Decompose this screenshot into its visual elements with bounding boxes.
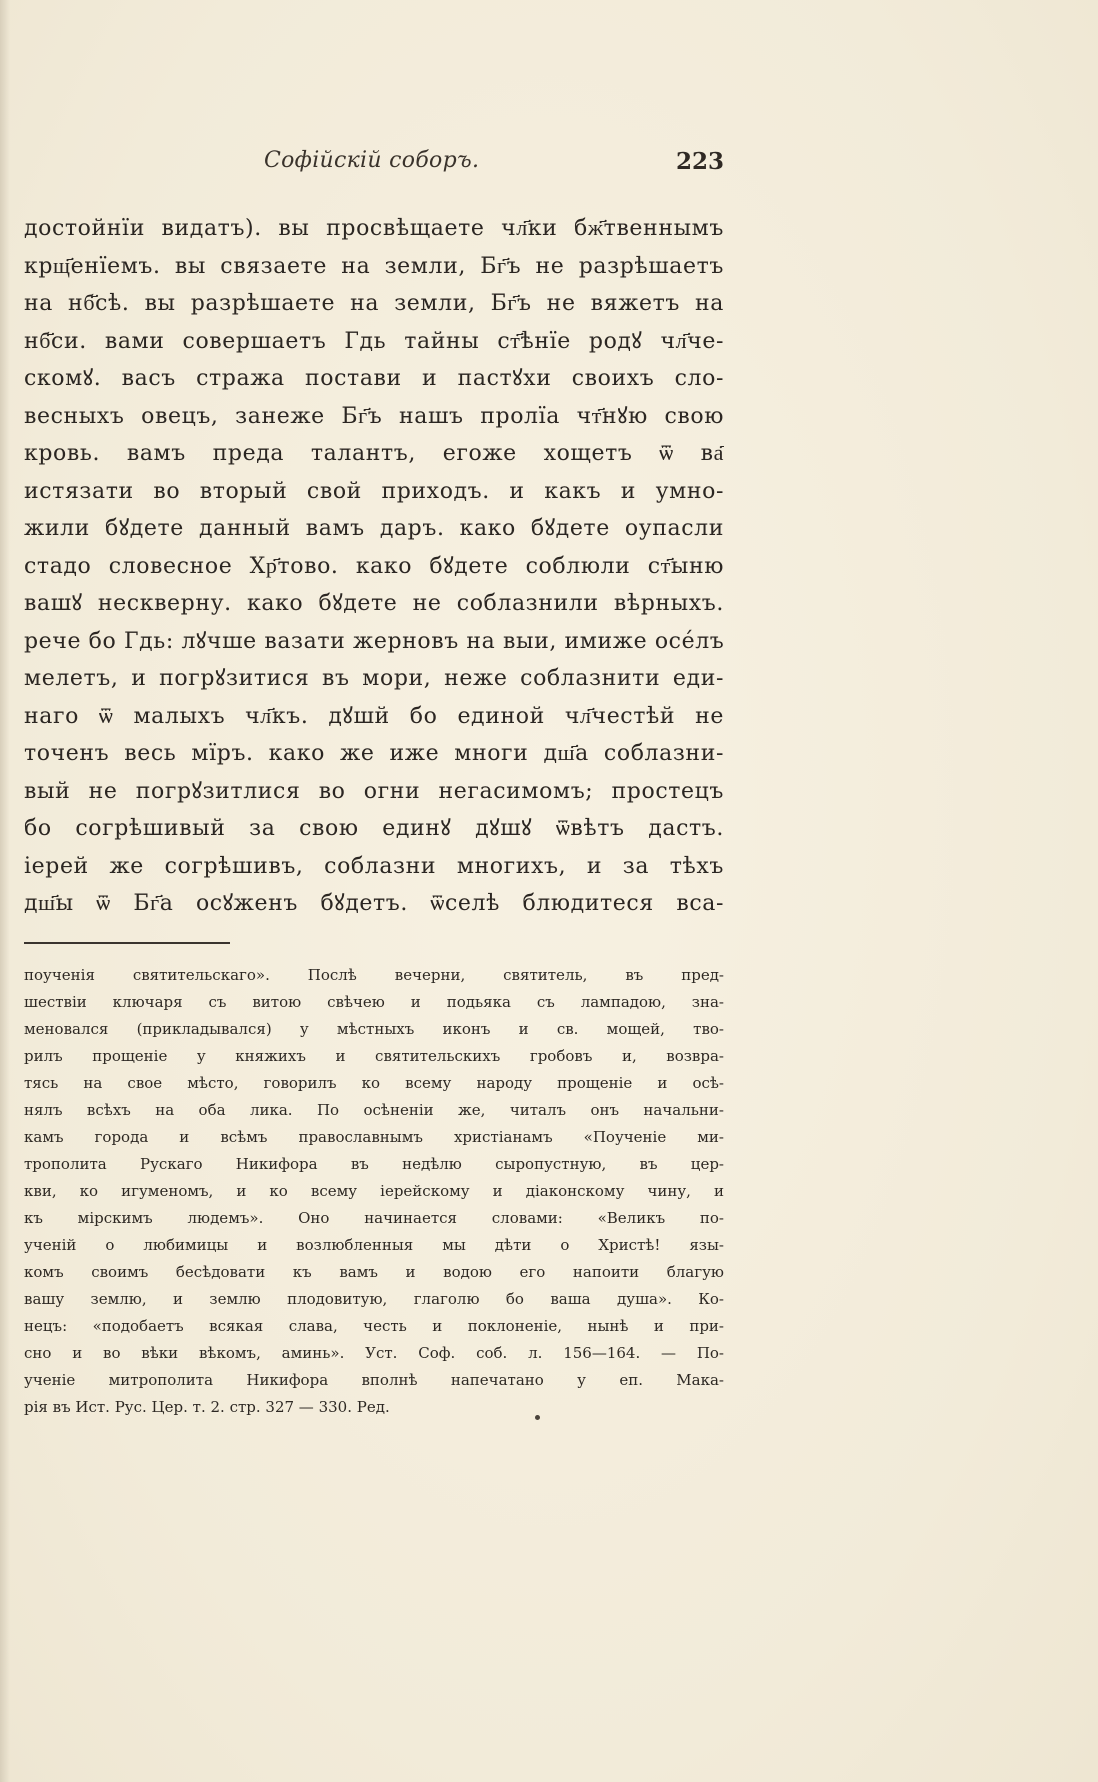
text-line: истязати во вторый свой приходъ. и какъ и умно- <box>24 478 724 504</box>
text-line: вашꙋ нескверну. како бꙋдете не соблазнили вѣрныхъ. <box>24 591 724 616</box>
text-line: весныхъ овецъ, занеже Бг҃ъ нашъ пролїа чт҃нꙋю свою <box>24 403 724 429</box>
footnote-line: рія въ Ист. Рус. Цер. т. 2. стр. 327 — 330. Ред. <box>24 1398 390 1416</box>
page-edge-shadow <box>0 0 10 1782</box>
footnote-line: нецъ: «подобаетъ всякая слава, честь и поклоненіе, нынѣ и при- <box>24 1317 724 1335</box>
text-line: нб҃си. вами совершаетъ Гдь тайны ст҃ѣнїе родꙋ чл҃че- <box>24 328 724 354</box>
text-line: стадо словесное Хр҃тово. како бꙋдете соблюли ст҃ыню <box>24 553 724 579</box>
main-text-block <box>24 210 724 923</box>
text-line: наго ѿ малыхъ чл҃къ. дꙋшй бо единой чл҃честѣй не <box>24 703 724 729</box>
footnote-line: ученій о любимицы и возлюбленныя мы дѣти о Христѣ! язы- <box>24 1236 724 1254</box>
footnote-line: тясь на свое мѣсто, говорилъ ко всему народу прощеніе и осѣ- <box>24 1074 724 1092</box>
text-line: кровь. вамъ преда талантъ, егоже хощетъ ѿ ва҃ <box>24 441 724 466</box>
footnote-divider <box>24 942 230 944</box>
footnote-line: рилъ прощеніе у княжихъ и святительскихъ гробовъ и, возвра- <box>24 1047 724 1065</box>
text-line: крщ҃енїемъ. вы связаете на земли, Бг҃ъ не разрѣшаетъ <box>24 253 724 279</box>
text-line: на нб҃сѣ. вы разрѣшаете на земли, Бг҃ъ не вяжетъ на <box>24 291 724 316</box>
text-line: точенъ весь мїръ. како же иже многи дш҃а соблазни- <box>24 741 724 766</box>
footnote-line: трополита Рускаго Никифора въ недѣлю сыропустную, въ цер- <box>24 1155 724 1173</box>
text-line: достойнїи видатъ). вы просвѣщаете чл҃ки бж҃твеннымъ <box>24 216 724 241</box>
text-line: мелетъ, и погрꙋзитися въ мори, неже соблазнити еди- <box>24 666 724 691</box>
footnote-line: меновался (прикладывался) у мѣстныхъ иконъ и св. мощей, тво- <box>24 1020 724 1038</box>
page-header <box>24 148 724 182</box>
text-line: іерей же согрѣшивъ, соблазни многихъ, и за тѣхъ <box>24 853 724 879</box>
footnote-line: камъ города и всѣмъ православнымъ христіанамъ «Поученіе ми- <box>24 1128 724 1146</box>
footnote-line: поученія святительскаго». Послѣ вечерни, святитель, въ пред- <box>24 966 724 984</box>
text-line: бо согрѣшивый за свою единꙋ дꙋшꙋ ѿвѣтъ дастъ. <box>24 816 724 841</box>
footnote-line: сно и во вѣки вѣкомъ, аминь». Уст. Соф. соб. л. 156—164. — По- <box>24 1344 724 1362</box>
text-line: жили бꙋдете данный вамъ даръ. како бꙋдете оупасли <box>24 516 724 541</box>
text-line: дш҃ы ѿ Бг҃а осꙋженъ бꙋдетъ. ѿселѣ блюдитеся вса- <box>24 891 724 916</box>
printer-mark <box>535 1415 540 1420</box>
footnote-line: ученіе митрополита Никифора вполнѣ напечатано у еп. Мака- <box>24 1371 724 1389</box>
page-number: 223 <box>675 148 724 175</box>
footnote-line: кви, ко игуменомъ, и ко всему іерейскому и діаконскому чину, и <box>24 1182 724 1200</box>
footnote-block <box>24 962 724 1421</box>
text-line: вый не погрꙋзитлися во огни негасимомъ; простецъ <box>24 778 724 804</box>
footnote-line: нялъ всѣхъ на оба лика. По осѣненіи же, читалъ онъ начальни- <box>24 1101 724 1119</box>
footnote-line: вашу землю, и землю плодовитую, глаголю бо ваша душа». Ко- <box>24 1290 724 1308</box>
footnote-line: комъ своимъ бесѣдовати къ вамъ и водою его напоити благую <box>24 1263 724 1281</box>
footnote-line: къ мірскимъ людемъ». Оно начинается словами: «Великъ по- <box>24 1209 724 1227</box>
text-line: скомꙋ. васъ стража постави и пастꙋхи своихъ сло- <box>24 366 724 391</box>
text-line: рече бо Гдь: лꙋчше вазати жерновъ на выи, имиже осе́лъ <box>24 628 724 654</box>
footnote-line: шествіи ключаря съ витою свѣчею и подьяка съ лампадою, зна- <box>24 993 724 1011</box>
running-title: Софійскій соборъ. <box>264 148 480 173</box>
